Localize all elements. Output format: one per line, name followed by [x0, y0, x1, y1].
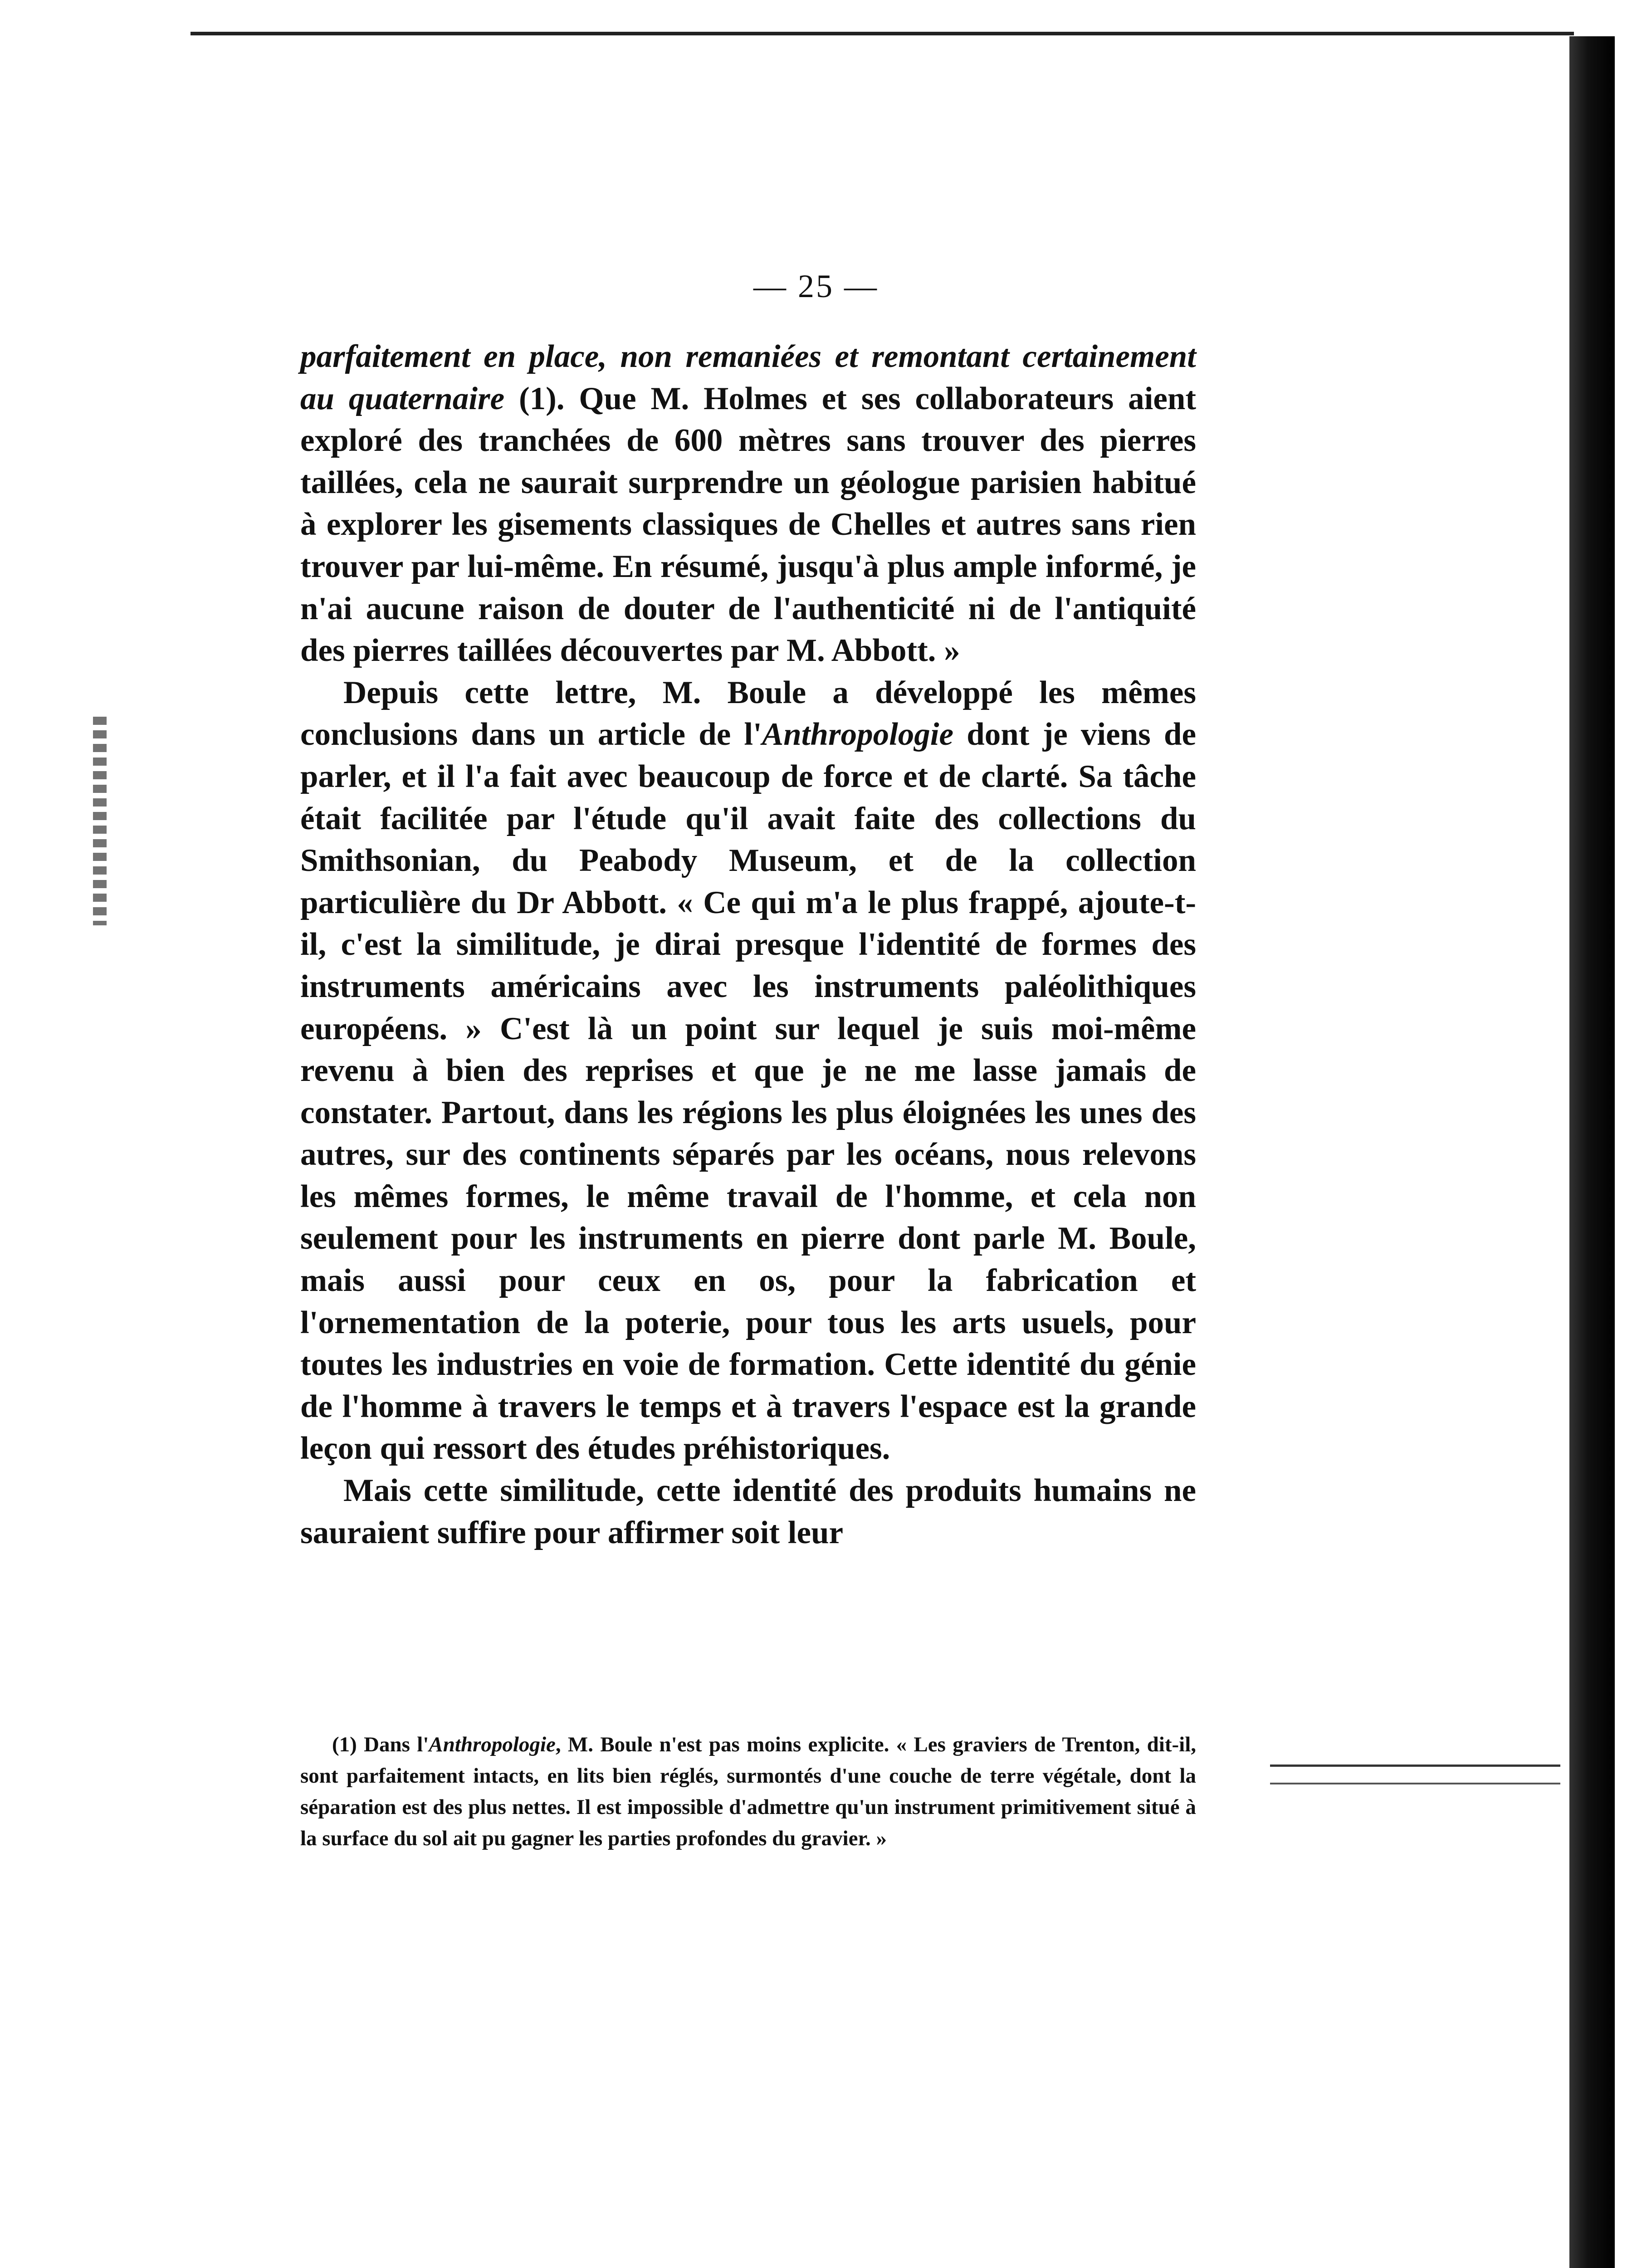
scan-margin-rule — [1270, 1765, 1560, 1767]
footnote-journal-title: Anthropologie — [429, 1733, 556, 1756]
page-number: — 25 — — [753, 268, 879, 304]
paragraph-2-text-b: dont je viens de parler, et il l'a fait avec beaucoup de force et de clarté. Sa tâche était facilitée par l'étude qu'il avait faite des collections du Smithsonian, du Peabody Museum, et de la collection particulière du Dr Abbott. « Ce qui m'a le plus frappé, ajoute-t-il, c'est la similitude, je dirai presque l'identité de formes des instruments américains avec les instruments paléolithiques européens. » C'est là un point sur lequel je suis moi-même revenu à bien des reprises et que je ne me lasse jamais de constater. Partout, dans les régions les plus éloignées les unes des autres, sur des continents séparés par les océans, nous relevons les mêmes formes, le même travail de l'homme, et cela non seulement pour les instruments en pierre dont parle M. Boule, mais aussi pour ceux en os, pour la fabrication et l'ornementation de la poterie, pour tous les arts usuels, pour toutes les industries en voie de formation. Cette identité du génie de l'homme à travers le temps et à travers l'espace est la grande leçon qui ressort des études préhistoriques. — [300, 717, 1196, 1466]
footnote-text — [300, 1729, 1196, 1854]
footnote-text-b: , M. Boule n'est pas moins explicite. « Les graviers de Trenton, dit-il, sont parfaitement intacts, en lits bien réglés, surmontés d'une couche de terre végétale, dont la séparation est des plus nettes. Il est impossible d'admettre qu'un instrument primitivement situé à la surface du sol ait pu gagner les parties profondes du gravier. » — [300, 1733, 1196, 1850]
scan-margin-rule-secondary — [1270, 1783, 1560, 1784]
paragraph-3: Mais cette similitude, cette identité des produits humains ne sauraient suffire pour affirmer soit leur — [300, 1473, 1196, 1550]
footnote — [300, 1729, 1196, 1854]
paragraph-2-text-a: Depuis cette lettre, M. Boule a développé les mêmes conclusions dans un article de l' — [300, 675, 1196, 753]
paragraph-2 — [300, 672, 1196, 1470]
body-text — [300, 336, 1196, 1554]
journal-title: Anthropologie — [762, 717, 954, 753]
scan-right-edge — [1569, 36, 1615, 2268]
paragraph-1-text: (1). Que M. Holmes et ses collaborateurs aient exploré des tranchées de 600 mètres sans trouver des pierres taillées, cela ne saurait surprendre un géologue parisien habitué à explorer les gisements classiques de Chelles et autres sans rien trouver par lui-même. En résumé, jusqu'à plus ample informé, je n'ai aucune raison de douter de l'authenticité ni de l'antiquité des pierres taillées découvertes par M. Abbott. » — [300, 381, 1196, 669]
paragraph-1 — [300, 336, 1196, 672]
scan-top-edge — [191, 32, 1574, 35]
scan-left-margin-mark — [93, 717, 107, 925]
italic-lead: parfaitement en place, non remaniées et remontant certainement au quaternaire — [300, 339, 1196, 416]
footnote-text-a: (1) Dans l' — [332, 1733, 429, 1756]
